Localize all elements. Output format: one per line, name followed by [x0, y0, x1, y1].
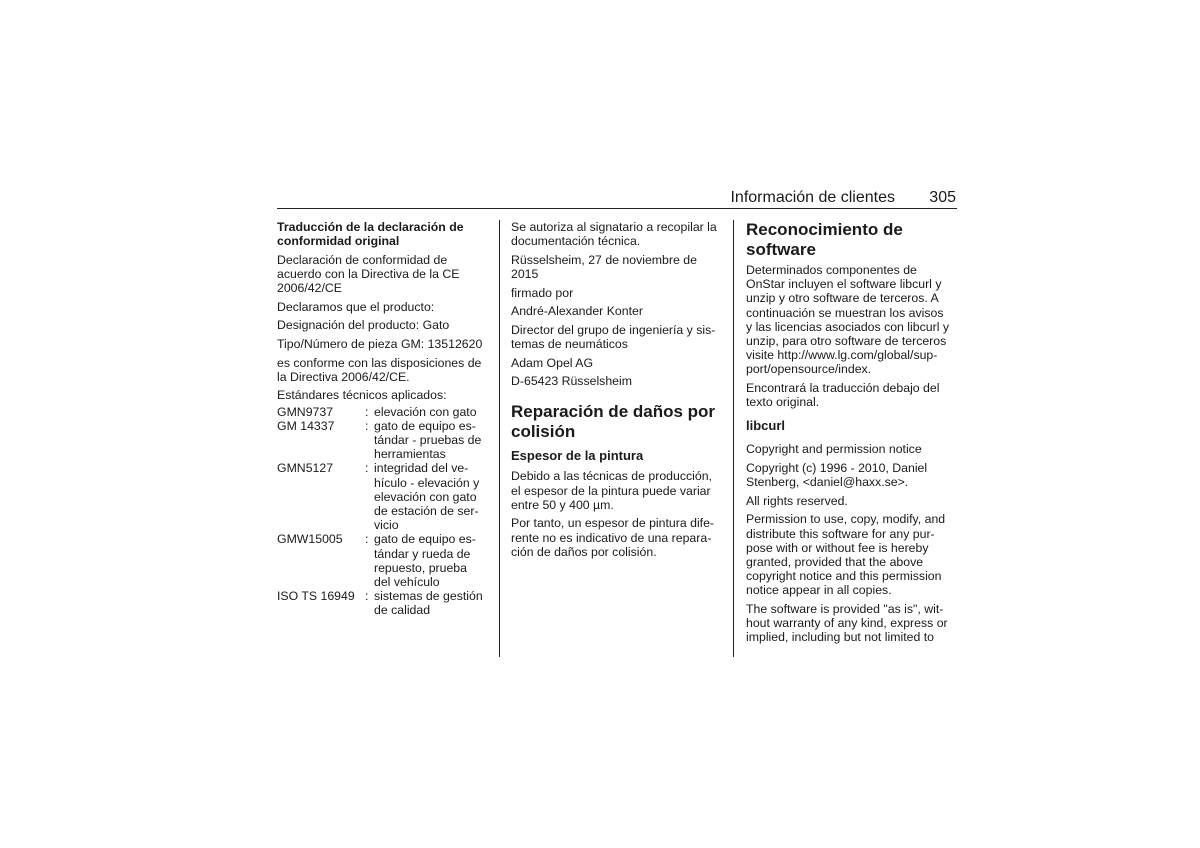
paint-note-paragraph: Por tanto, un espesor de pintura dife- rente no es indicativo de una repara- ción de daños por colisión.: [511, 516, 715, 559]
standard-code: GM 14337: [277, 418, 335, 433]
signed-by-label: firmado por: [511, 285, 574, 300]
software-acknowledgement-heading: Reconocimiento de software: [746, 220, 903, 259]
signatory-title: Director del grupo de ingeniería y sis- temas de neumáticos: [511, 322, 716, 351]
copyright-notice-title: Copyright and permission notice: [746, 442, 922, 457]
libcurl-heading: libcurl: [746, 418, 786, 434]
standard-description: gato de equipo es- tándar - pruebas de herramientas: [374, 418, 482, 462]
company-address: D-65423 Rüsselsheim: [511, 374, 632, 389]
declaration-paragraph: Declaración de conformidad de acuerdo con la Directiva de la CE 2006/42/CE: [277, 252, 460, 296]
permission-paragraph: Permission to use, copy, modify, and distribute this software for any pur- pose with or without fee is hereby granted, provided that the above copyright notice and this permission notice appear in all copies.: [746, 512, 946, 598]
declaration-statement: Declaramos que el producto:: [277, 299, 435, 314]
standard-code: GMN9737: [277, 404, 334, 419]
column-divider: [499, 220, 500, 657]
software-paragraph: Determinados componentes de OnStar incluyen el software libcurl y unzip y otro software de terceros. A continuación se muestran los avisos y las licencias asociados con libcurl y unzip, para otro software de terceros visite http://www.lg.com/global/sup- port/opensource/index.: [746, 263, 949, 377]
standards-heading: Estándares técnicos aplicados:: [277, 388, 447, 403]
copyright-line: Copyright (c) 1996 - 2010, Daniel Stenberg, <daniel@haxx.se>.: [746, 461, 928, 490]
page-number: 305: [929, 189, 956, 206]
place-date: Rüsselsheim, 27 de noviembre de 2015: [511, 252, 697, 281]
rights-reserved: All rights reserved.: [746, 493, 848, 508]
paint-thickness-heading: Espesor de la pintura: [511, 448, 644, 464]
translation-note: Encontrará la traducción debajo del texto original.: [746, 381, 940, 410]
page-header: [277, 186, 957, 209]
declaration-heading: Traducción de la declaración de conformidad original: [277, 220, 464, 249]
standard-description: gato de equipo es- tándar y rueda de repuesto, prueba del vehículo: [374, 532, 476, 590]
authorization-paragraph: Se autoriza al signatario a recopilar la documentación técnica.: [511, 220, 717, 249]
conformity-statement: es conforme con las disposiciones de la Directiva 2006/42/CE.: [277, 355, 482, 384]
standard-code: ISO TS 16949: [277, 589, 355, 604]
collision-repair-heading: Reparación de daños por colisión: [511, 402, 716, 441]
standard-description: sistemas de gestión de calidad: [374, 589, 483, 618]
column-divider: [733, 220, 734, 657]
standard-code: GMN5127: [277, 461, 334, 476]
standard-description: elevación con gato: [374, 404, 477, 419]
warranty-paragraph: The software is provided "as is", wit- hout warranty of any kind, express or implied, including but not limited to: [746, 602, 948, 645]
standard-description: integridad del ve- hículo - elevación y elevación con gato de estación de ser- vicio: [374, 461, 480, 533]
column-middle: [511, 220, 725, 563]
paint-paragraph: Debido a las técnicas de producción, el espesor de la pintura puede variar entre 50 y 400 µm.: [511, 469, 712, 512]
company-name: Adam Opel AG: [511, 355, 594, 370]
standards-list: GMN9737 : elevación con gato GM 14337 : gato de equipo es- tándar - pruebas de herramientas GMN5127 : integridad del ve- hículo - elevación y elevación con gato de estación de ser- vicio GMW15005 : gato de equipo es- tándar y rueda de repuesto, prueba del vehículo ISO TS 16949 : sistemas de gestión de calidad: [277, 405, 491, 618]
standard-code: GMW15005: [277, 532, 343, 547]
section-title: Información de clientes: [730, 189, 895, 206]
part-number: Tipo/Número de pieza GM: 13512620: [277, 336, 483, 351]
column-left: [277, 220, 491, 618]
column-right: [746, 220, 958, 649]
signatory-name: André-Alexander Konter: [511, 304, 643, 319]
product-designation: Designación del producto: Gato: [277, 318, 450, 333]
